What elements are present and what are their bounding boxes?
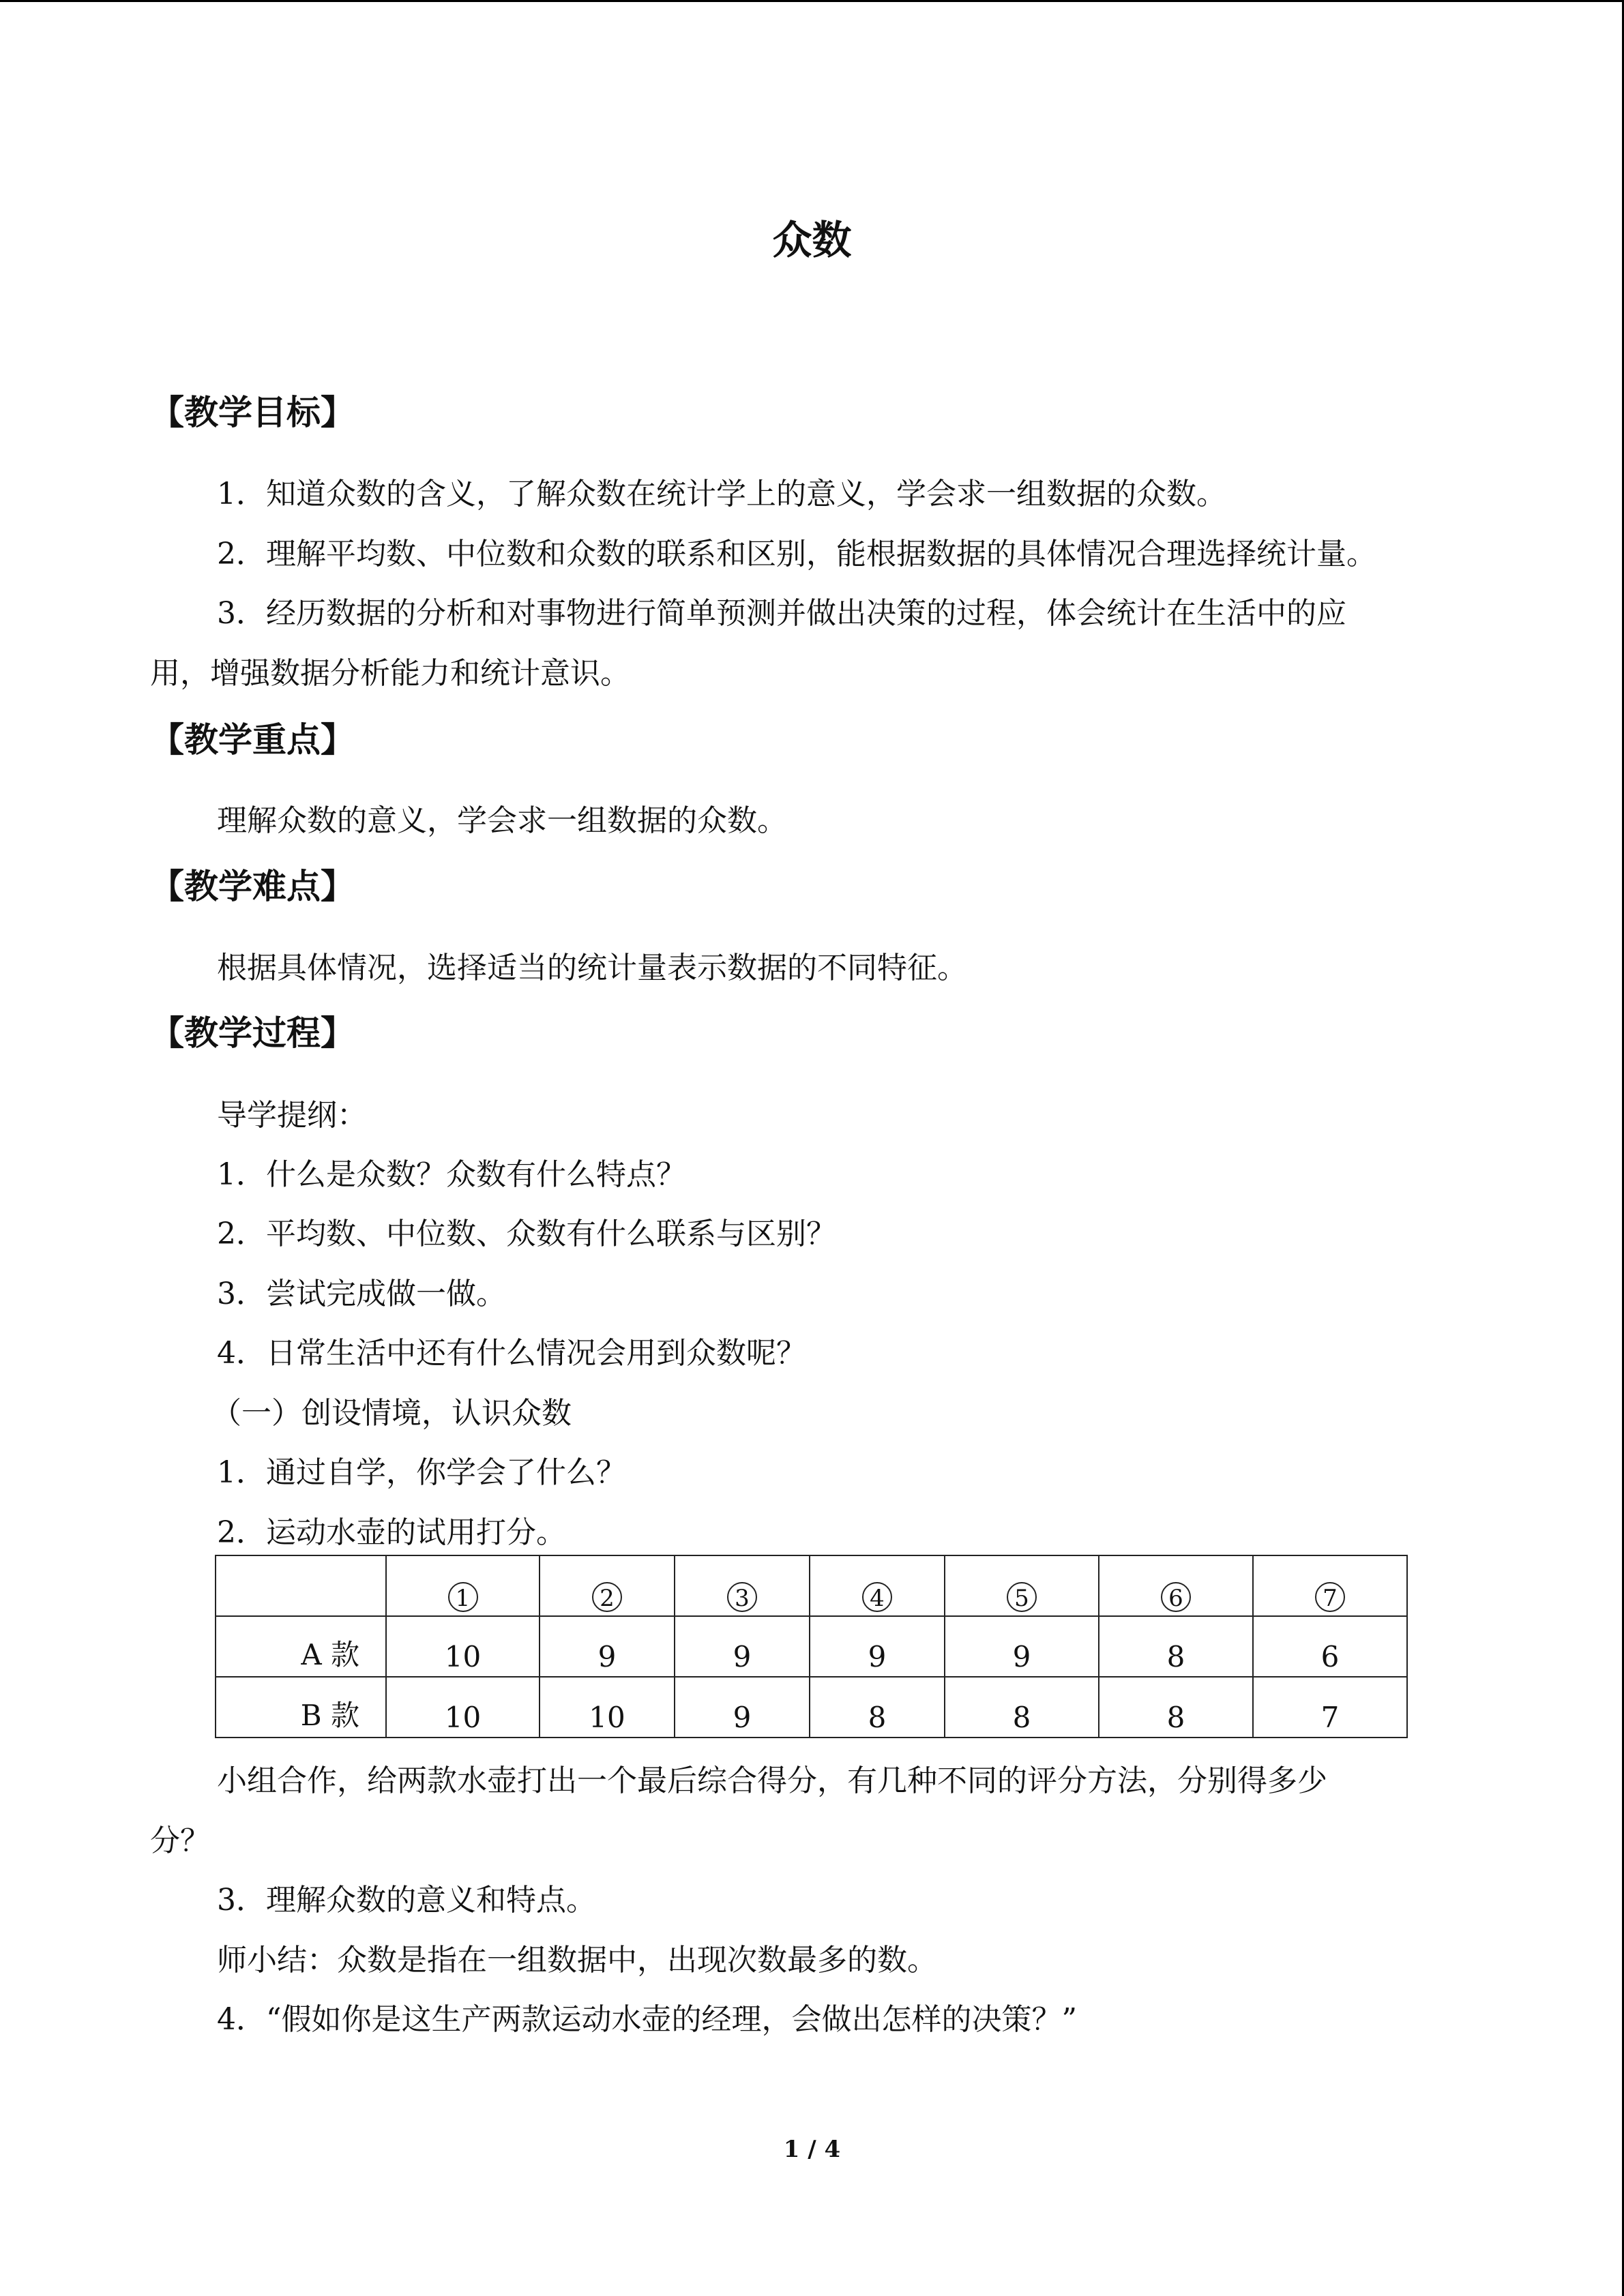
row-label-a: A 款 xyxy=(216,1616,386,1677)
goal-item-1: 1．知道众数的含义，了解众数在统计学上的意义，学会求一组数据的众数。 xyxy=(217,477,1226,511)
header-cell xyxy=(675,1555,810,1616)
difficulty-text: 根据具体情况，选择适当的统计量表示数据的不同特征。 xyxy=(217,951,967,985)
header-cell xyxy=(945,1555,1099,1616)
header-cell xyxy=(1253,1555,1407,1616)
table-cell: 10 xyxy=(386,1677,540,1738)
heading-process: 【教学过程】 xyxy=(150,1013,355,1053)
outline-item-3: 3．尝试完成做一做。 xyxy=(217,1277,506,1311)
part1-item-3: 3．理解众数的意义和特点。 xyxy=(217,1883,596,1918)
heading-difficulty: 【教学难点】 xyxy=(150,866,355,906)
header-cell xyxy=(386,1555,540,1616)
circled-number-7: 7 xyxy=(1315,1582,1345,1612)
table-cell: 8 xyxy=(945,1677,1099,1738)
circled-number-4: 4 xyxy=(862,1582,892,1612)
table-row-b xyxy=(216,1677,1407,1738)
header-cell xyxy=(1099,1555,1253,1616)
part1-title: （一）创设情境，认识众数 xyxy=(211,1396,572,1431)
circled-number-1: 1 xyxy=(448,1582,478,1612)
goal-item-2: 2．理解平均数、中位数和众数的联系和区别，能根据数据的具体情况合理选择统计量。 xyxy=(217,537,1376,571)
table-cell: 9 xyxy=(810,1616,945,1677)
table-cell: 7 xyxy=(1253,1677,1407,1738)
table-header-row xyxy=(216,1555,1407,1616)
goal-item-3: 3．经历数据的分析和对事物进行简单预测并做出决策的过程，体会统计在生活中的应 xyxy=(217,596,1346,631)
header-cell xyxy=(810,1555,945,1616)
score-table xyxy=(215,1555,1408,1738)
group-task-line-1: 小组合作，给两款水壶打出一个最后综合得分，有几种不同的评分方法，分别得多少 xyxy=(217,1763,1327,1798)
outline-label: 导学提纲： xyxy=(217,1098,367,1133)
outline-item-2: 2．平均数、中位数、众数有什么联系与区别？ xyxy=(217,1217,836,1251)
circled-number-6: 6 xyxy=(1161,1582,1191,1612)
teacher-summary: 师小结：众数是指在一组数据中，出现次数最多的数。 xyxy=(217,1943,937,1978)
table-corner-cell xyxy=(216,1555,386,1616)
table-cell: 9 xyxy=(675,1677,810,1738)
table-cell: 9 xyxy=(945,1616,1099,1677)
table-cell: 10 xyxy=(386,1616,540,1677)
goal-item-3-continued: 用，增强数据分析能力和统计意识。 xyxy=(150,656,630,691)
circled-number-3: 3 xyxy=(727,1582,757,1612)
group-task-line-2: 分？ xyxy=(150,1823,210,1858)
page-number: 1 / 4 xyxy=(783,2136,841,2163)
part1-item-1: 1．通过自学，你学会了什么？ xyxy=(217,1455,626,1490)
row-label-b: B 款 xyxy=(216,1677,386,1738)
table-cell: 10 xyxy=(540,1677,675,1738)
table-cell: 8 xyxy=(1099,1677,1253,1738)
table-cell: 8 xyxy=(1099,1616,1253,1677)
table-cell: 9 xyxy=(540,1616,675,1677)
outline-item-4: 4．日常生活中还有什么情况会用到众数呢？ xyxy=(217,1336,806,1371)
part1-item-4: 4．“假如你是这生产两款运动水壶的经理，会做出怎样的决策？” xyxy=(217,2002,1077,2037)
outline-item-1: 1．什么是众数？众数有什么特点？ xyxy=(217,1157,686,1192)
part1-item-2: 2．运动水壶的试用打分。 xyxy=(217,1515,566,1550)
page-title: 众数 xyxy=(772,217,852,263)
circled-number-2: 2 xyxy=(592,1582,622,1612)
table-row-a xyxy=(216,1616,1407,1677)
table-cell: 6 xyxy=(1253,1616,1407,1677)
table-cell: 9 xyxy=(675,1616,810,1677)
header-cell xyxy=(540,1555,675,1616)
table-cell: 8 xyxy=(810,1677,945,1738)
heading-key-point: 【教学重点】 xyxy=(150,719,355,760)
key-point-text: 理解众数的意义，学会求一组数据的众数。 xyxy=(217,803,787,838)
heading-goals: 【教学目标】 xyxy=(150,392,355,432)
circled-number-5: 5 xyxy=(1007,1582,1037,1612)
